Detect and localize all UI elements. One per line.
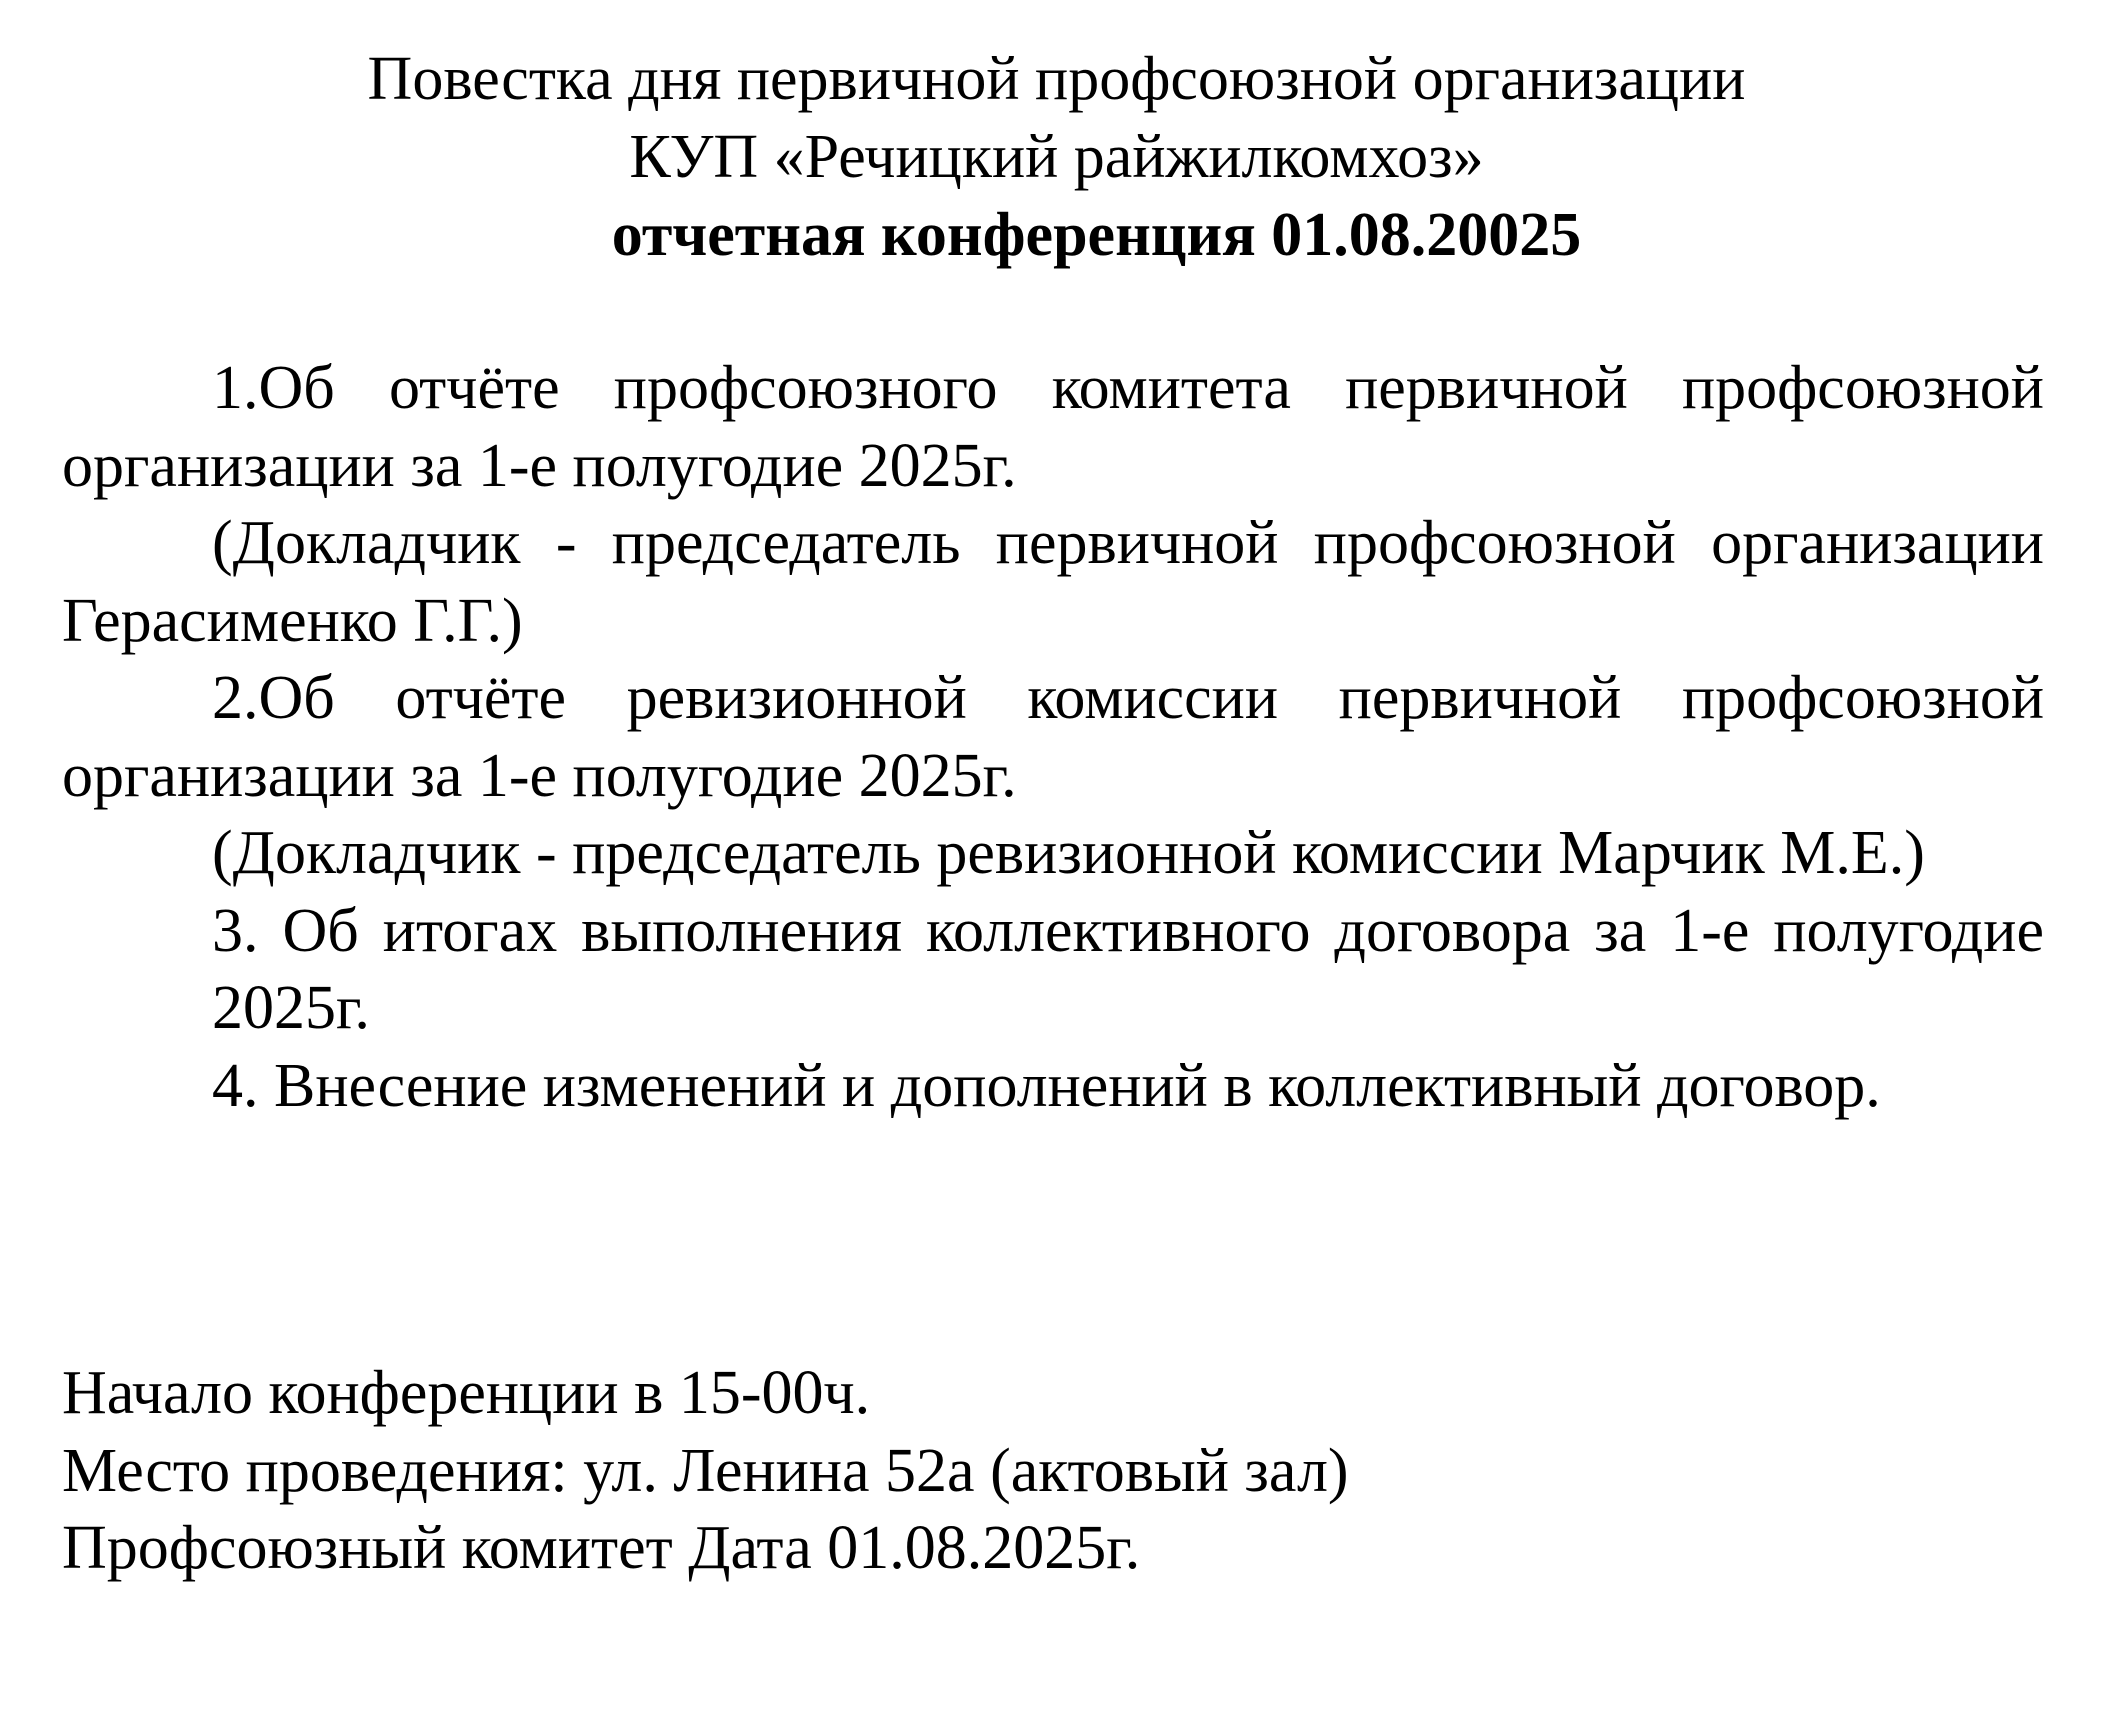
agenda-item-4: 4. Внесение изменений и дополнений в коллективный договор.: [212, 1051, 1881, 1120]
header-organization: КУП «Речицкий райжилкомхоз»: [629, 123, 1484, 191]
agenda-item-1-speaker: (Докладчик - председатель первичной профсоюзной организации Герасименко Г.Г.): [62, 509, 2044, 655]
conference-start-time: Начало конференции в 15-00ч.: [62, 1359, 871, 1427]
agenda-item-2: 2.Об отчёте ревизионной комиссии первичной профсоюзной организации за 1-е полугодие 2025г.: [62, 664, 2044, 810]
agenda-item-1: 1.Об отчёте профсоюзного комитета первичной профсоюзной организации за 1-е полугодие 2025г.: [62, 354, 2044, 500]
agenda-list: [62, 350, 2044, 1125]
committee-signature-date: Профсоюзный комитет Дата 01.08.2025г.: [62, 1514, 1141, 1582]
header-title: Повестка дня первичной профсоюзной организации: [367, 45, 1746, 113]
agenda-item-2-speaker: (Докладчик - председатель ревизионной комиссии Марчик М.Е.): [212, 819, 1925, 887]
document-footer: [62, 1355, 2044, 1588]
document-header: [0, 40, 2113, 274]
header-conference: отчетная конференция 01.08.20025: [611, 201, 1582, 269]
conference-location: Место проведения: ул. Ленина 52а (актовый зал): [62, 1436, 1349, 1505]
agenda-item-3: 3. Об итогах выполнения коллективного договора за 1-е полугодие 2025г.: [212, 896, 2044, 1042]
